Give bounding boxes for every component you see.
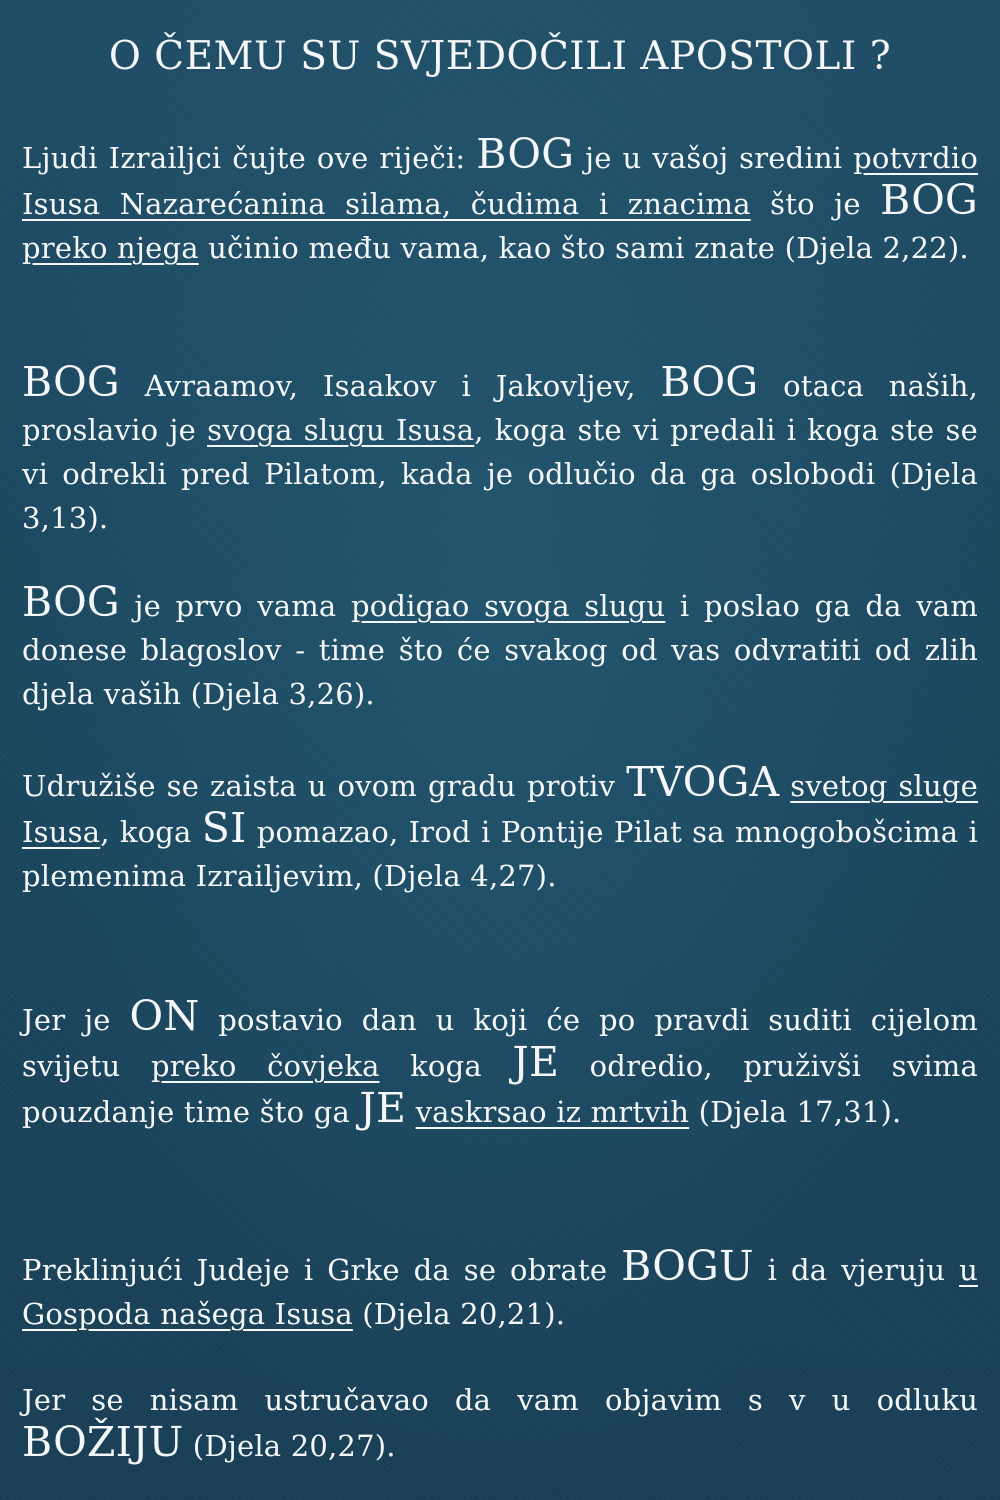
page-title: O ČEMU SU SVJEDOČILI APOSTOLI ? xyxy=(108,34,892,79)
emphasized-word: JE xyxy=(359,1084,407,1133)
emphasized-word: ON xyxy=(129,992,200,1040)
emphasized-word: BOG xyxy=(22,578,120,626)
text-run: koga xyxy=(379,1049,513,1084)
text-run: (Djela 20,27). xyxy=(183,1429,396,1464)
text-run: Udružiše se zaista u ovom gradu protiv xyxy=(22,769,627,803)
text-run: Preklinjući Judeje i Grke da se obrate xyxy=(22,1253,622,1287)
text-run: Jer je xyxy=(22,1003,130,1037)
underlined-phrase: preko njega xyxy=(22,231,199,266)
paragraph xyxy=(22,578,978,716)
paragraph xyxy=(22,1242,978,1336)
text-run: je prvo vama xyxy=(119,589,351,623)
paragraph xyxy=(22,992,978,1134)
emphasized-word: TVOGA xyxy=(626,758,780,806)
text-run: (Djela 17,31). xyxy=(689,1095,902,1130)
text-run: Ljudi Izrailjci čujte ove riječi: xyxy=(22,141,477,175)
emphasized-word: BOŽIJU xyxy=(22,1418,184,1467)
text-run: odredio, pruživši svima pouzdanje time što ga xyxy=(22,1049,978,1130)
underlined-phrase: podigao svoga slugu xyxy=(350,589,666,623)
text-run xyxy=(406,1095,415,1129)
paragraph xyxy=(22,758,978,898)
underlined-phrase: u Gospoda našega Isusa xyxy=(22,1253,978,1332)
underlined-phrase: svoga slugu Isusa xyxy=(207,413,475,448)
text-run: i da vjeruju xyxy=(753,1253,960,1287)
text-run: postavio dan u koji će po pravdi suditi cijelom svijetu xyxy=(22,1003,978,1084)
emphasized-word: BOG xyxy=(660,358,759,406)
text-run xyxy=(779,769,790,803)
text-run: , koga ste vi predali i koga ste se vi odrekli pred Pilatom, kada je odlučio da ga oslobodi (Djela 3,13). xyxy=(22,413,978,536)
text-run: Jer se nisam ustručavao da vam objavim s v u odluku xyxy=(22,1383,978,1417)
text-run: otaca naših, proslavio je xyxy=(22,369,978,448)
emphasized-word: BOG xyxy=(22,358,120,406)
text-run: što je xyxy=(750,187,881,222)
underlined-phrase: preko čovjeka xyxy=(150,1049,380,1084)
text-run: učinio među vama, kao što sami znate (Djela 2,22). xyxy=(198,231,969,266)
text-run: Avraamov, Isaakov i Jakovljev, xyxy=(119,369,661,403)
text-run: i poslao ga da vam donese blagoslov - time što će svakog od vas odvratiti od zlih djela vaših (Djela 3,26). xyxy=(22,589,978,712)
text-run: (Djela 20,21). xyxy=(352,1297,566,1332)
paragraph xyxy=(22,358,978,540)
paragraph xyxy=(22,130,978,270)
emphasized-word: SI xyxy=(201,804,247,853)
paragraph xyxy=(22,1378,978,1468)
underlined-phrase: svetog sluge Isusa xyxy=(22,769,978,850)
emphasized-word: BOG xyxy=(880,176,978,225)
emphasized-word: JE xyxy=(512,1038,560,1087)
emphasized-word: BOGU xyxy=(621,1242,754,1290)
text-run: , koga xyxy=(100,815,202,850)
underlined-phrase: potvrdio Isusa Nazarećanina silama, čudima i znacima xyxy=(22,141,978,222)
underlined-phrase: vaskrsao iz mrtvih xyxy=(415,1095,690,1130)
text-run: je u vašoj sredini xyxy=(574,141,854,175)
emphasized-word: BOG xyxy=(476,130,575,178)
text-run: pomazao, Irod i Pontije Pilat sa mnogobošсima i plemenima Izrailjevim, (Djela 4,27). xyxy=(22,815,978,894)
